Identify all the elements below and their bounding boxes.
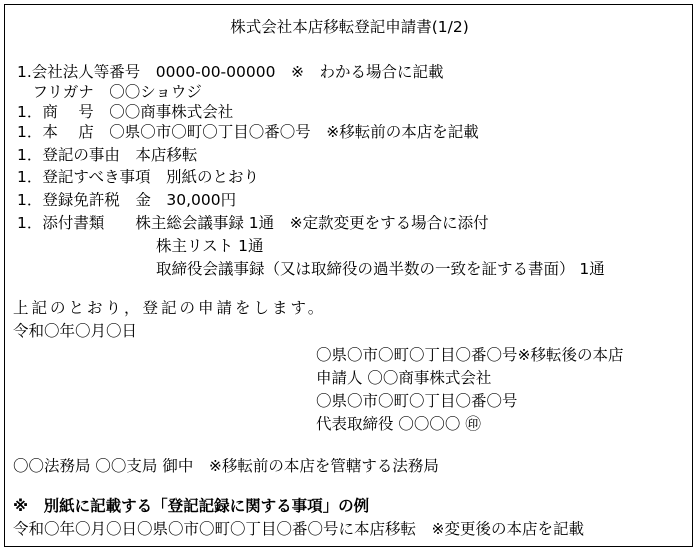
application-statement: 上記のとおり，登記の申請をします。 bbox=[13, 299, 327, 317]
applicant-name: 申請人 〇〇商事株式会社 bbox=[316, 369, 492, 387]
attachment-shareholder-list: 株主リスト 1通 bbox=[156, 237, 264, 255]
item-corporate-number: 1.会社法人等番号 0000-00-00000 ※ わかる場合に記載 bbox=[17, 63, 444, 81]
representative-director: 代表取締役 〇〇〇〇 ㊞ bbox=[316, 415, 481, 433]
attachment-board-minutes: 取締役会議事録（又は取締役の過半数の一致を証する書面） 1通 bbox=[156, 260, 605, 278]
item-furigana: フリガナ 〇〇ショウジ bbox=[17, 83, 202, 101]
example-heading: ※ 別紙に記載する「登記記録に関する事項」の例 bbox=[13, 497, 370, 515]
document-frame bbox=[4, 4, 693, 547]
document-title: 株式会社本店移転登記申請書(1/2) bbox=[230, 18, 469, 36]
example-text: 令和〇年〇月〇日〇県〇市〇町〇丁目〇番〇号に本店移転 ※変更後の本店を記載 bbox=[13, 520, 584, 538]
item-head-office: 1．本 店 〇県〇市〇町〇丁目〇番〇号 ※移転前の本店を記載 bbox=[17, 123, 479, 141]
applicant-address: 〇県〇市〇町〇丁目〇番〇号 bbox=[316, 392, 518, 410]
addressee-line: 〇〇法務局 〇〇支局 御中 ※移転前の本店を管轄する法務局 bbox=[13, 457, 439, 475]
item-registration-matters: 1．登記すべき事項 別紙のとおり bbox=[17, 168, 260, 186]
application-date: 令和〇年〇月〇日 bbox=[13, 322, 138, 340]
item-trade-name: 1．商 号 〇〇商事株式会社 bbox=[17, 103, 234, 121]
applicant-new-address: 〇県〇市〇町〇丁目〇番〇号※移転後の本店 bbox=[316, 346, 624, 364]
item-registration-reason: 1．登記の事由 本店移転 bbox=[17, 146, 198, 164]
item-attachments: 1．添付書類 株主総会議事録 1通 ※定款変更をする場合に添付 bbox=[17, 214, 489, 232]
item-registration-tax: 1．登録免許税 金 30,000円 bbox=[17, 191, 237, 209]
